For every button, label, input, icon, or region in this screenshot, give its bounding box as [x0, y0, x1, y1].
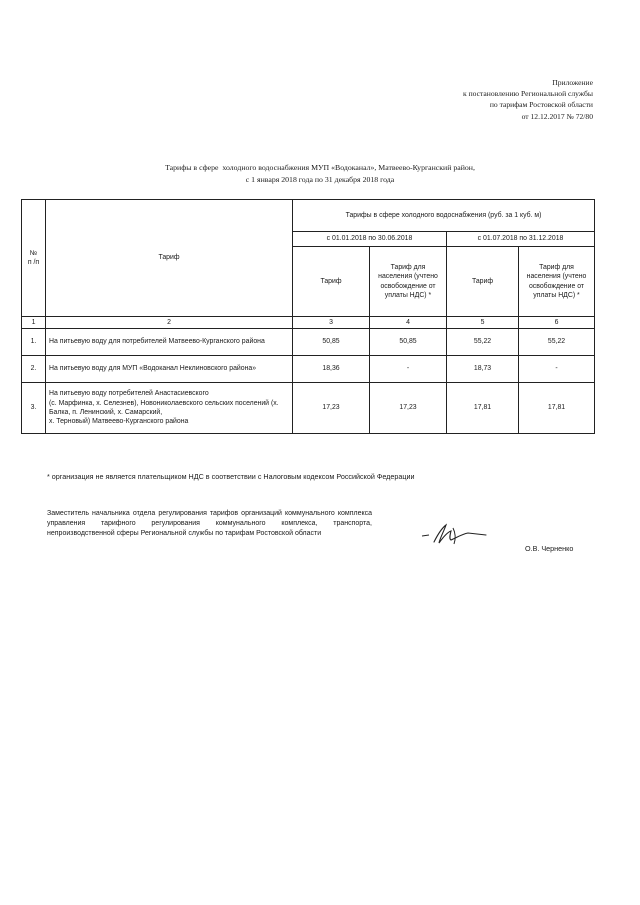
cell-p1-population: 17,23 — [370, 383, 447, 434]
title-line-1: Тарифы в сфере холодного водоснабжения МУП «Водоканал», Матвеево-Курганский район, — [165, 163, 475, 172]
appendix-line: Приложение — [552, 78, 593, 87]
column-number: 2 — [46, 317, 293, 329]
cell-p2-tariff: 55,22 — [447, 329, 519, 356]
header-p2-population: Тариф для населения (учтено освобождение от уплаты НДС) * — [519, 247, 595, 317]
row-number: 3. — [22, 383, 46, 434]
cell-p1-population: - — [370, 356, 447, 383]
column-number: 6 — [519, 317, 595, 329]
cell-p2-population: 55,22 — [519, 329, 595, 356]
header-group: Тарифы в сфере холодного водоснабжения (руб. за 1 куб. м) — [293, 200, 595, 232]
cell-p2-tariff: 18,73 — [447, 356, 519, 383]
table-row — [22, 329, 595, 356]
appendix-line: к постановлению Региональной службы — [462, 89, 593, 99]
cell-p1-tariff: 50,85 — [293, 329, 370, 356]
header-number: № п /п — [22, 200, 46, 317]
signer-name: О.В. Черненко — [525, 544, 574, 553]
cell-p1-tariff: 17,23 — [293, 383, 370, 434]
header-p2-tariff: Тариф — [447, 247, 519, 317]
header-p1-population: Тариф для населения (учтено освобождение от уплаты НДС) * — [370, 247, 447, 317]
appendix-block — [463, 77, 593, 122]
column-number: 1 — [22, 317, 46, 329]
footnote: * организация не является плательщиком НДС в соответствии с Налоговым кодексом Российской Федерации — [47, 472, 415, 481]
header-tariff: Тариф — [46, 200, 293, 317]
appendix-line: по тарифам Ростовской области — [489, 100, 593, 110]
column-number: 5 — [447, 317, 519, 329]
tariffs-table — [21, 199, 595, 434]
cell-p2-tariff: 17,81 — [447, 383, 519, 434]
column-number: 4 — [370, 317, 447, 329]
signature-image — [420, 522, 490, 548]
row-number: 2. — [22, 356, 46, 383]
title-line-2: с 1 января 2018 года по 31 декабря 2018 года — [245, 174, 395, 184]
table-row — [22, 383, 595, 434]
header-period-1: с 01.01.2018 по 30.06.2018 — [293, 232, 447, 247]
header-p1-tariff: Тариф — [293, 247, 370, 317]
cell-p2-population: 17,81 — [519, 383, 595, 434]
column-number-row — [22, 317, 595, 329]
row-number: 1. — [22, 329, 46, 356]
cell-p1-population: 50,85 — [370, 329, 447, 356]
row-name: На питьевую воду потребителей Анастасиевского (с. Марфинка, х. Селезнев), Новониколаевского сельских поселений (х. Балка, п. Ленинский, х. Самарский, х. Терновый) Матвеево-Курганского района — [46, 383, 293, 434]
column-number: 3 — [293, 317, 370, 329]
appendix-line: от 12.12.2017 № 72/80 — [521, 111, 593, 121]
row-name: На питьевую воду для потребителей Матвеево-Курганского района — [46, 329, 293, 356]
cell-p2-population: - — [519, 356, 595, 383]
table-row — [22, 356, 595, 383]
row-name: На питьевую воду для МУП «Водоканал Неклиновского района» — [46, 356, 293, 383]
cell-p1-tariff: 18,36 — [293, 356, 370, 383]
document-title — [0, 162, 640, 185]
header-period-2: с 01.07.2018 по 31.12.2018 — [447, 232, 595, 247]
signer-position: Заместитель начальника отдела регулирования тарифов организаций коммунального комплекса управления тарифного регулирования коммунального комплекса, транспорта, непроизводственной сферы Региональной службы по тарифам Ростовской области — [47, 510, 372, 538]
